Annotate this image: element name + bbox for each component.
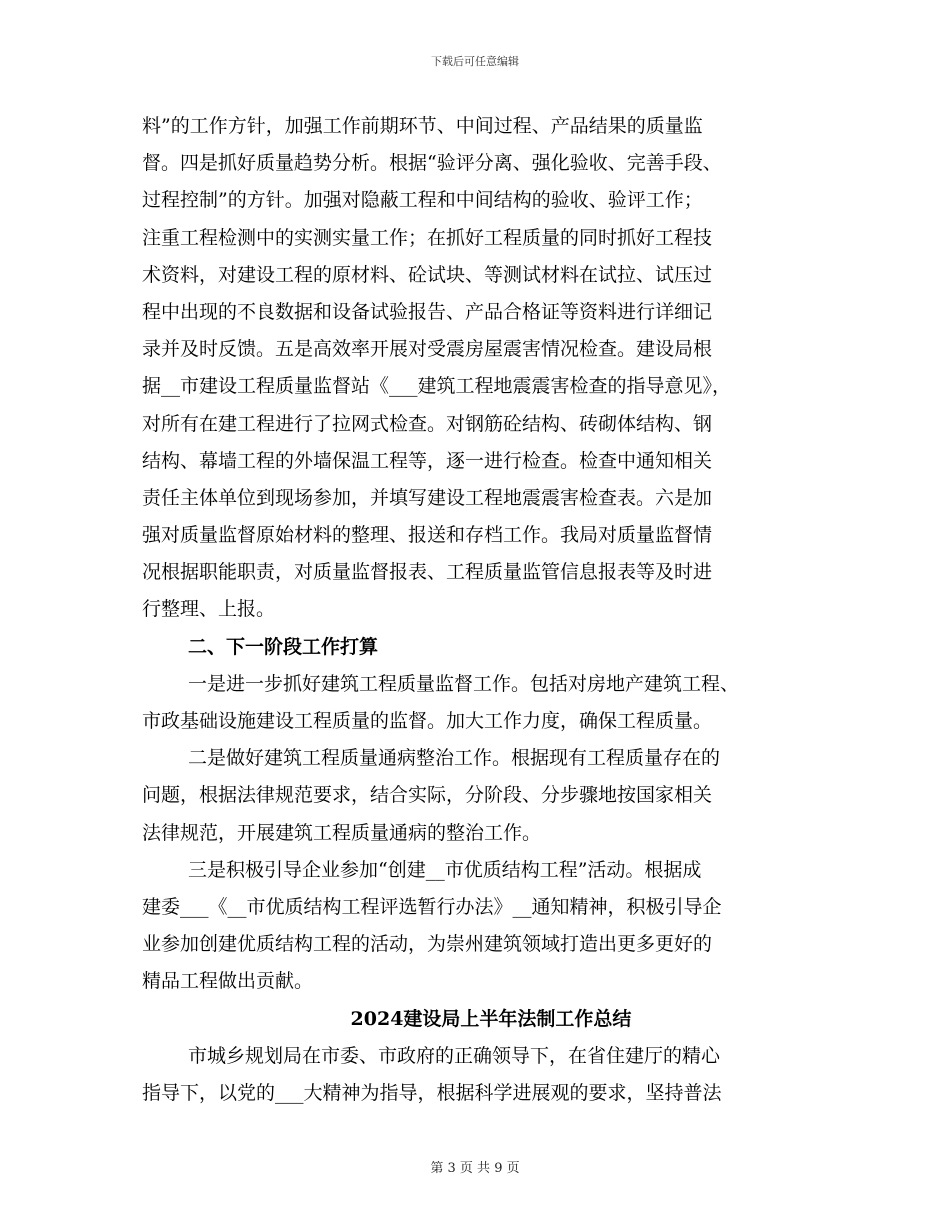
text-line: 据__市建设工程质量监督站《___建筑工程地震震害检查的指导意见》， bbox=[142, 375, 732, 398]
article-title: 2024建设局上半年法制工作总结 bbox=[350, 1007, 632, 1030]
text-line: 问题，根据法律规范要求，结合实际，分阶段、分步骤地按国家相关 bbox=[142, 784, 713, 807]
text-line: 注重工程检测中的实测实量工作；在抓好工程质量的同时抓好工程技 bbox=[142, 226, 713, 249]
text-line: 法律规范，开展建筑工程质量通病的整治工作。 bbox=[142, 821, 542, 844]
text-line: 精品工程做出贡献。 bbox=[142, 970, 314, 993]
text-line: 督。四是抓好质量趋势分析。根据“验评分离、强化验收、完善手段、 bbox=[142, 152, 722, 175]
text-line: 程中出现的不良数据和设备试验报告、产品合格证等资料进行详细记 bbox=[142, 300, 713, 323]
text-line: 责任主体单位到现场参加，并填写建设工程地震震害检查表。六是加 bbox=[142, 486, 713, 509]
section-heading: 二、下一阶段工作打算 bbox=[188, 635, 379, 658]
text-line: 市城乡规划局在市委、市政府的正确领导下，在省住建厅的精心 bbox=[188, 1044, 721, 1067]
text-line: 行整理、上报。 bbox=[142, 598, 276, 621]
text-line: 术资料，对建设工程的原材料、砼试块、等测试材料在试拉、试压过 bbox=[142, 263, 713, 286]
text-line: 二是做好建筑工程质量通病整治工作。根据现有工程质量存在的 bbox=[188, 747, 721, 770]
text-line: 对所有在建工程进行了拉网式检查。对钢筋砼结构、砖砌体结构、钢 bbox=[142, 412, 713, 435]
text-line: 三是积极引导企业参加“创建__市优质结构工程”活动。根据成 bbox=[188, 858, 702, 881]
text-line: 料”的工作方针，加强工作前期环节、中间过程、产品结果的质量监 bbox=[142, 115, 703, 137]
text-line: 业参加创建优质结构工程的活动，为崇州建筑领域打造出更多更好的 bbox=[142, 933, 713, 956]
text-line: 强对质量监督原始材料的整理、报送和存档工作。我局对质量监督情 bbox=[142, 524, 713, 547]
text-line: 建委___《__市优质结构工程评选暂行办法》__通知精神，积极引导企 bbox=[142, 895, 722, 918]
document-body bbox=[142, 108, 822, 1112]
text-line: 市政基础设施建设工程质量的监督。加大工作力度，确保工程质量。 bbox=[142, 710, 713, 732]
text-line: 过程控制”的方针。加强对隐蔽工程和中间结构的验收、验评工作； bbox=[142, 189, 703, 212]
text-line: 结构、幕墙工程的外墙保温工程等，逐一进行检查。检查中通知相关 bbox=[142, 449, 713, 472]
text-line: 况根据职能职责，对质量监督报表、工程质量监管信息报表等及时进 bbox=[142, 561, 713, 584]
page-number-footer: 第 3 页 共 9 页 bbox=[430, 1161, 520, 1176]
text-line: 录并及时反馈。五是高效率开展对受震房屋震害情况检查。建设局根 bbox=[142, 338, 713, 361]
text-line: 一是进一步抓好建筑工程质量监督工作。包括对房地产建筑工程、 bbox=[188, 672, 740, 695]
running-header: 下载后可任意编辑 bbox=[431, 55, 519, 68]
text-line: 指导下，以党的___大精神为指导，根据科学进展观的要求，坚持普法 bbox=[142, 1081, 722, 1104]
